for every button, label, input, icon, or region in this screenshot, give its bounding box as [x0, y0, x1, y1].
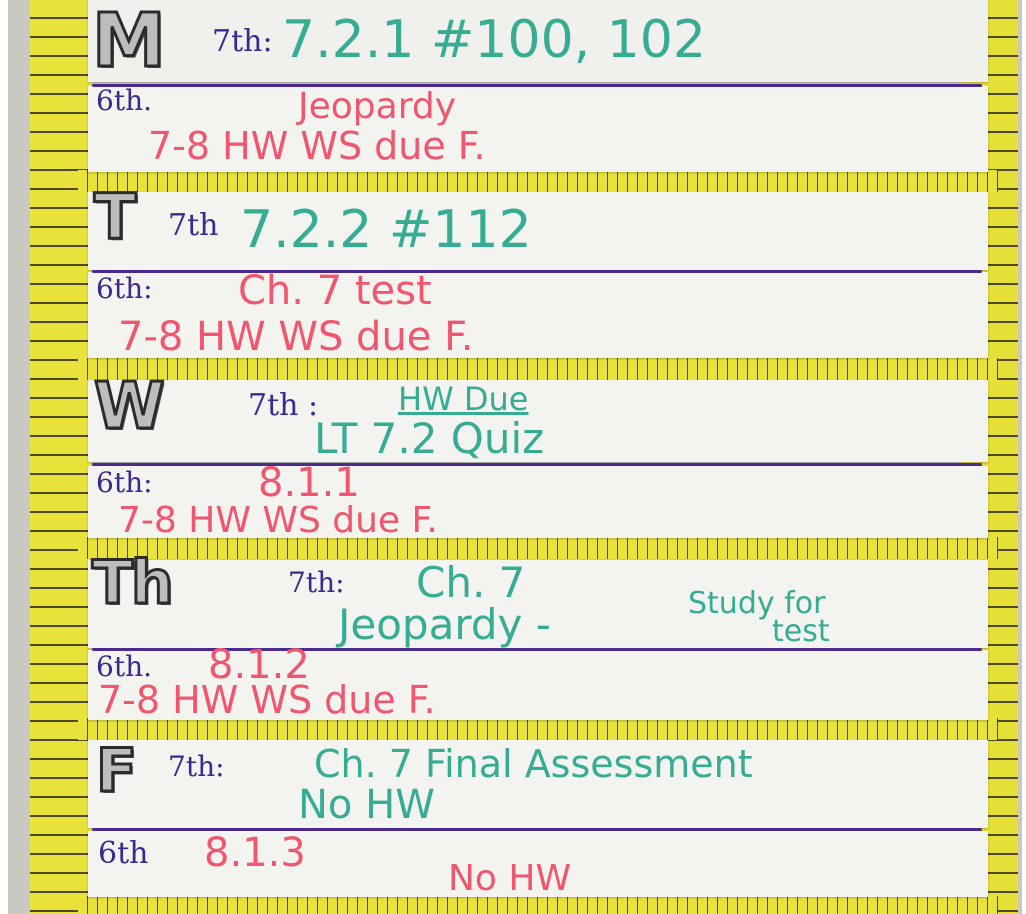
sixth-line: Ch. 7 test	[238, 268, 432, 314]
grade-label-7th: 7th:	[212, 24, 273, 59]
tuesday-7th-strip	[88, 192, 988, 270]
grade-label-7th: 7th:	[168, 750, 225, 783]
divider-line	[92, 84, 982, 87]
sixth-line: 8.1.2	[208, 642, 310, 688]
sixth-line: 7-8 HW WS due F.	[98, 678, 436, 722]
divider-line	[92, 463, 982, 466]
sixth-line: 7-8 HW WS due F.	[118, 314, 474, 360]
sixth-line: No HW	[448, 858, 572, 899]
day-letter-tuesday: T	[94, 180, 135, 253]
grade-label-6th: 6th.	[96, 84, 152, 117]
grade-label-7th: 7th	[168, 208, 219, 243]
sixth-line: 7-8 HW WS due F.	[118, 500, 438, 541]
grade-label-7th: 7th :	[248, 388, 319, 423]
sixth-line: 8.1.3	[204, 830, 306, 876]
grade-label-7th: 7th:	[288, 566, 345, 599]
sixth-line: 8.1.1	[258, 460, 360, 506]
seventh-line: test	[772, 614, 830, 649]
divider-line	[92, 270, 982, 273]
ruler-band	[78, 170, 998, 192]
left-ruler	[30, 0, 92, 914]
seventh-line: Ch. 7 Final Assessment	[314, 742, 753, 786]
seventh-line: No HW	[298, 782, 435, 828]
day-letter-monday: M	[92, 0, 164, 84]
day-letter-wednesday: W	[94, 370, 163, 444]
grade-label-6th: 6th.	[96, 650, 152, 683]
seventh-line: 7.2.1 #100, 102	[282, 10, 706, 70]
grade-label-6th: 6th	[98, 836, 149, 871]
seventh-line: Ch. 7	[416, 558, 526, 607]
grade-label-6th: 6th:	[96, 466, 153, 499]
seventh-line: HW Due	[398, 380, 529, 418]
seventh-line: 7.2.2 #112	[240, 200, 532, 260]
seventh-line: Jeopardy -	[338, 600, 551, 649]
sixth-line: 7-8 HW WS due F.	[148, 124, 486, 168]
grade-label-6th: 6th:	[96, 272, 153, 305]
sixth-line: Jeopardy	[298, 86, 457, 127]
day-letter-thursday: Th	[92, 548, 172, 618]
seventh-line: LT 7.2 Quiz	[314, 414, 545, 463]
seventh-line: Study for	[688, 586, 826, 621]
day-letter-friday: F	[96, 736, 135, 806]
whiteboard-photo	[8, 0, 1022, 914]
ruler-band	[78, 358, 998, 380]
